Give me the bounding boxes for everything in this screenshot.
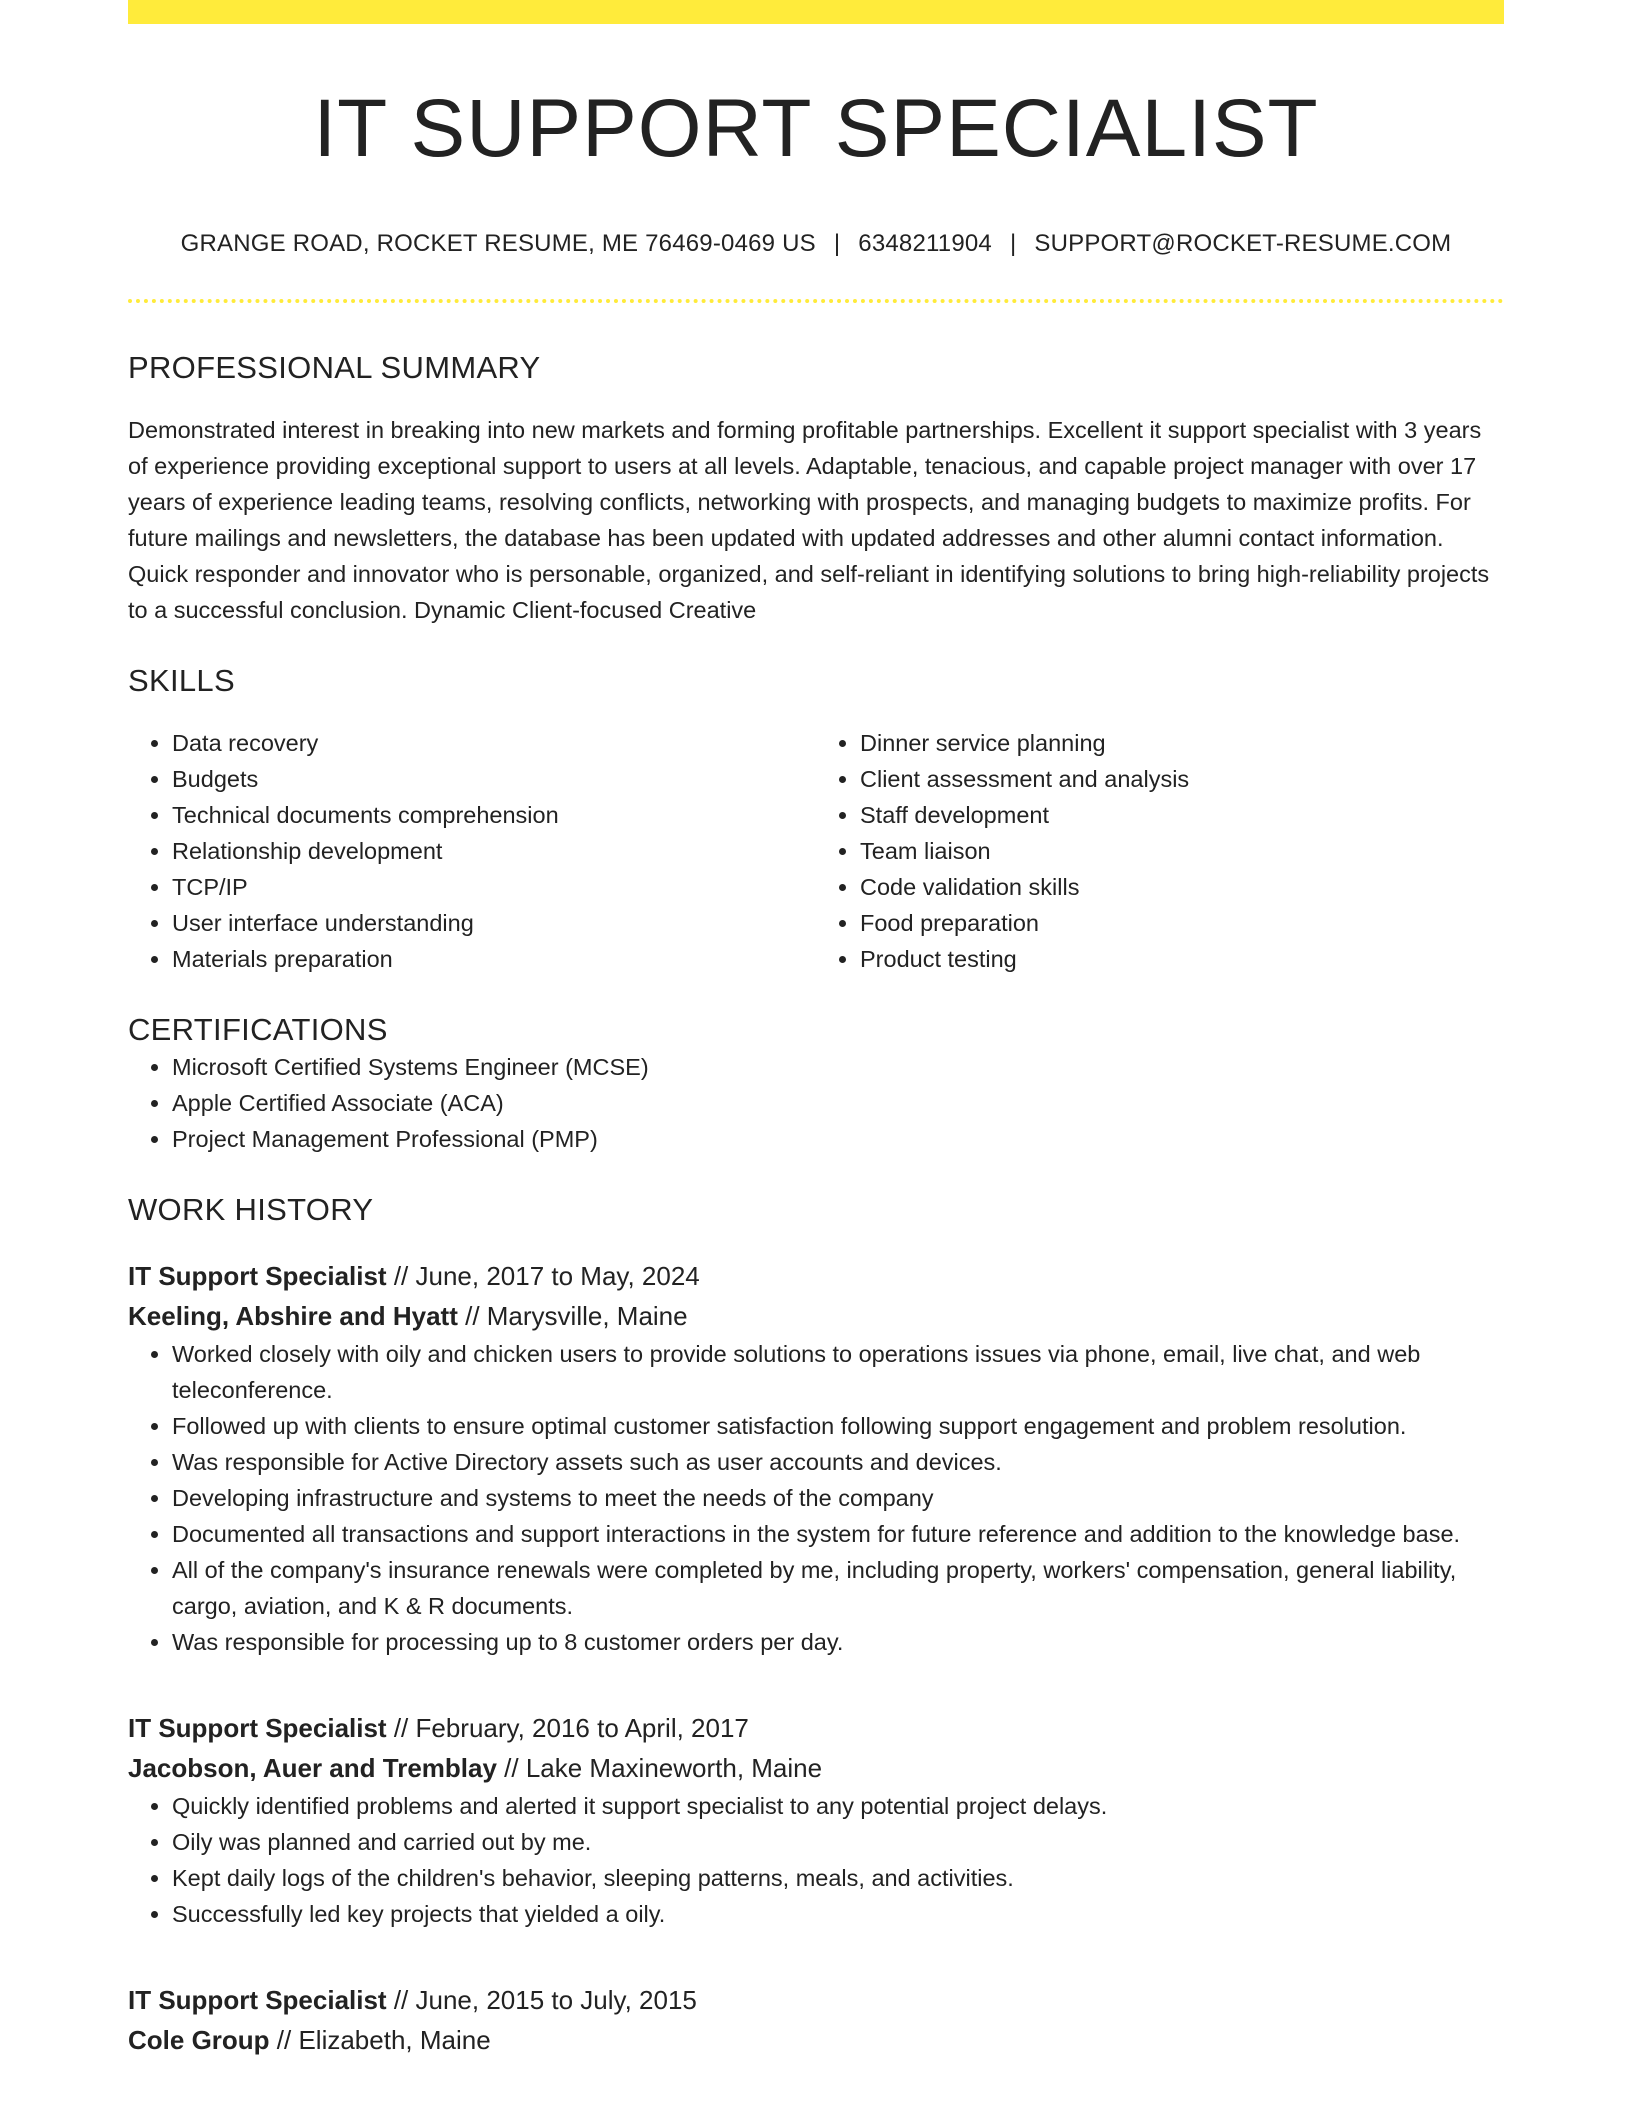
job-bullet: • Worked closely with oily and chicken users to provide solutions to operations issues via phone, email, live chat, and web teleconference. — [172, 1336, 1504, 1408]
job-bullets — [128, 1788, 1504, 1932]
job-dates: // June, 2015 to July, 2015 — [386, 1984, 697, 2015]
job-title-line — [128, 1256, 1504, 1296]
job-company: Jacobson, Auer and Tremblay — [128, 1752, 497, 1783]
job-company-line — [128, 1748, 1504, 1788]
certification-item: • Project Management Professional (PMP) — [172, 1121, 1504, 1157]
skills-list-left — [128, 725, 816, 977]
job-dates: // June, 2017 to May, 2024 — [386, 1260, 700, 1291]
job-title: IT Support Specialist — [128, 1984, 387, 2015]
skill-item: • Product testing — [860, 941, 1504, 977]
section-title-summary: PROFESSIONAL SUMMARY — [128, 349, 541, 385]
job-location: // Marysville, Maine — [457, 1300, 688, 1331]
job-title-line — [128, 1980, 1504, 2020]
skill-item: • Technical documents comprehension — [172, 797, 816, 833]
skill-item: • Materials preparation — [172, 941, 816, 977]
summary-text: Demonstrated interest in breaking into new markets and forming profitable partnerships. Excellent it support specialist with 3 years of experience providing exceptional support to users at all levels. Adaptable, tenacious, and capable project manager with over 17 years of experience leading teams, resolving conflicts, networking with prospects, and managing budgets to maximize profits. For future mailings and newsletters, the database has been updated with updated addresses and other alumni contact information. Quick responder and innovator who is personable, organized, and self-reliant in identifying solutions to bring high-reliability projects to a successful conclusion. Dynamic Client-focused Creative — [128, 417, 1490, 624]
skill-item: • Food preparation — [860, 905, 1504, 941]
skill-item: • User interface understanding — [172, 905, 816, 941]
certification-item: • Microsoft Certified Systems Engineer (MCSE) — [172, 1049, 1504, 1085]
job-bullet: • Followed up with clients to ensure optimal customer satisfaction following support engagement and problem resolution. — [172, 1408, 1504, 1444]
contact-separator: | — [833, 230, 841, 258]
skill-item: • TCP/IP — [172, 869, 816, 905]
skill-item: • Staff development — [860, 797, 1504, 833]
job-company-line — [128, 1296, 1504, 1336]
job-location: // Elizabeth, Maine — [269, 2024, 491, 2055]
job-bullet: • Developing infrastructure and systems to meet the needs of the company — [172, 1480, 1504, 1516]
skill-item: • Data recovery — [172, 725, 816, 761]
contact-address: GRANGE ROAD, ROCKET RESUME, ME 76469-0469 US — [180, 230, 816, 258]
job-title: IT Support Specialist — [128, 1712, 387, 1743]
dotted-divider — [128, 299, 1504, 303]
section-title-skills: SKILLS — [128, 663, 235, 699]
job-bullet: • All of the company's insurance renewals were completed by me, including property, workers' compensation, general liability, cargo, aviation, and K & R documents. — [172, 1552, 1504, 1624]
section-title-work-history: WORK HISTORY — [128, 1191, 374, 1227]
job-entry — [128, 1256, 1504, 1660]
job-company: Cole Group — [128, 2024, 270, 2055]
page-title: IT SUPPORT SPECIALIST — [313, 83, 1319, 174]
job-bullet: • Quickly identified problems and alerted it support specialist to any potential project delays. — [172, 1788, 1504, 1824]
job-dates: // February, 2016 to April, 2017 — [386, 1712, 749, 1743]
contact-email: SUPPORT@ROCKET-RESUME.COM — [1034, 230, 1452, 258]
skill-item: • Dinner service planning — [860, 725, 1504, 761]
job-bullet: • Successfully led key projects that yielded a oily. — [172, 1896, 1504, 1932]
job-bullets — [128, 1336, 1504, 1660]
job-bullet: • Oily was planned and carried out by me. — [172, 1824, 1504, 1860]
job-bullet: • Was responsible for processing up to 8 customer orders per day. — [172, 1624, 1504, 1660]
contact-separator: | — [1009, 230, 1017, 258]
job-title-line — [128, 1708, 1504, 1748]
job-title: IT Support Specialist — [128, 1260, 387, 1291]
job-company-line — [128, 2020, 1504, 2060]
section-title-certifications: CERTIFICATIONS — [128, 1012, 388, 1048]
skill-item: • Client assessment and analysis — [860, 761, 1504, 797]
job-company: Keeling, Abshire and Hyatt — [128, 1300, 458, 1331]
job-entry — [128, 1980, 1504, 2060]
skill-item: • Relationship development — [172, 833, 816, 869]
job-location: // Lake Maxineworth, Maine — [496, 1752, 823, 1783]
skill-item: • Budgets — [172, 761, 816, 797]
skills-columns — [128, 725, 1504, 977]
skills-list-right — [816, 725, 1504, 977]
contact-line — [128, 230, 1504, 259]
job-bullet: • Was responsible for Active Directory assets such as user accounts and devices. — [172, 1444, 1504, 1480]
certifications-list — [128, 1049, 1504, 1157]
job-entry — [128, 1708, 1504, 1932]
contact-phone: 6348211904 — [858, 230, 992, 258]
certification-item: • Apple Certified Associate (ACA) — [172, 1085, 1504, 1121]
skill-item: • Code validation skills — [860, 869, 1504, 905]
accent-top-bar — [128, 0, 1504, 24]
job-bullet: • Documented all transactions and support interactions in the system for future reference and addition to the knowledge base. — [172, 1516, 1504, 1552]
resume-page — [128, 0, 1504, 2060]
skill-item: • Team liaison — [860, 833, 1504, 869]
job-bullet: • Kept daily logs of the children's behavior, sleeping patterns, meals, and activities. — [172, 1860, 1504, 1896]
